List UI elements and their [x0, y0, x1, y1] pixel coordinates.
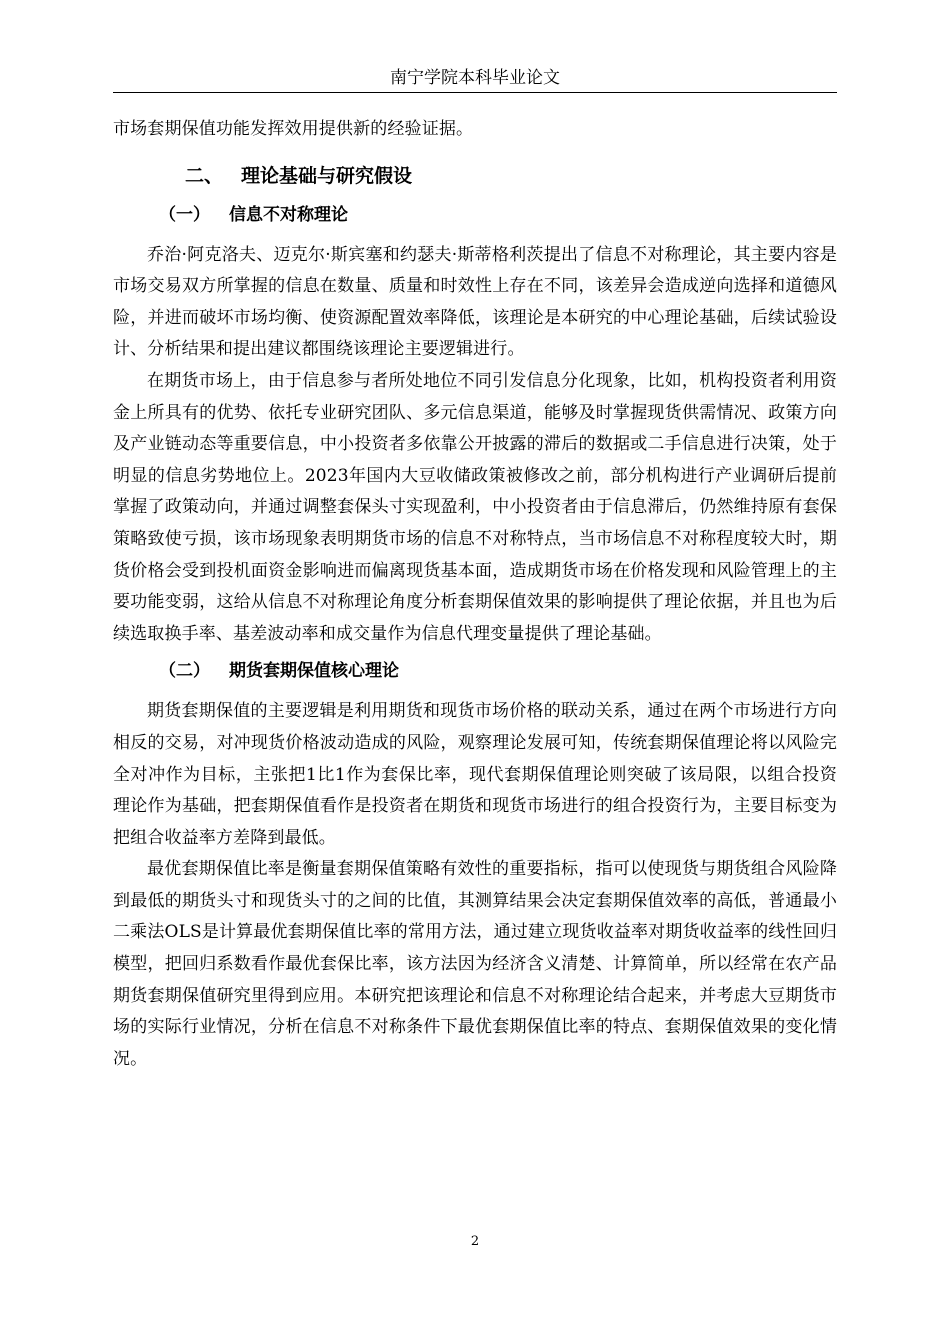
body-paragraph: 期货套期保值的主要逻辑是利用期货和现货市场价格的联动关系，通过在两个市场进行方向相反的交易，对冲现货价格波动造成的风险，观察理论发展可知，传统套期保值理论将以风险完全对冲作为目标，主张把1比1作为套保比率，现代套期保值理论则突破了该局限，以组合投资理论作为基础，把套期保值看作是投资者在期货和现货市场进行的组合投资行为，主要目标变为把组合收益率方差降到最低。: [113, 701, 837, 848]
body-paragraph: 乔治·阿克洛夫、迈克尔·斯宾塞和约瑟夫·斯蒂格利茨提出了信息不对称理论，其主要内容是市场交易双方所掌握的信息在数量、质量和时效性上存在不同，该差异会造成逆向选择和道德风险，并进而破坏市场均衡、使资源配置效率降低，该理论是本研究的中心理论基础，后续试验设计、分析结果和提出建议都围绕该理论主要逻辑进行。: [113, 244, 837, 360]
subsection-title-2: 期货套期保值核心理论: [229, 661, 399, 682]
page-header: [113, 64, 837, 93]
body-paragraph: 在期货市场上，由于信息参与者所处地位不同引发信息分化现象，比如，机构投资者利用资金上所具有的优势、依托专业研究团队、多元信息渠道，能够及时掌握现货供需情况、政策方向及产业链动态等重要信息，中小投资者多依靠公开披露的滞后的数据或二手信息进行决策，处于明显的信息劣势地位上。2023年国内大豆收储政策被修改之前，部分机构进行产业调研后提前掌握了政策动向，并通过调整套保头寸实现盈利，中小投资者由于信息滞后，仍然维持原有套保策略致使亏损，该市场现象表明期货市场的信息不对称特点，当市场信息不对称程度较大时，期货价格会受到投机面资金影响进而偏离现货基本面，造成期货市场在价格发现和风险管理上的主要功能变弱，这给从信息不对称理论角度分析套期保值效果的影响提供了理论依据，并且也为后续选取换手率、基差波动率和成交量作为信息代理变量提供了理论基础。: [113, 370, 837, 644]
thesis-header-title: 南宁学院本科毕业论文: [390, 68, 560, 88]
section-number: 二、: [185, 164, 224, 187]
body-paragraph: 最优套期保值比率是衡量套期保值策略有效性的重要指标，指可以使现货与期货组合风险降到最低的期货头寸和现货头寸的之间的比值，其测算结果会决定套期保值效率的高低，普通最小二乘法OLS是计算最优套期保值比率的常用方法，通过建立现货收益率对期货收益率的线性回归模型，把回归系数看作最优套保比率，该方法因为经济含义清楚、计算简单，所以经常在农产品期货套期保值研究里得到应用。本研究把该理论和信息不对称理论结合起来，并考虑大豆期货市场的实际行业情况，分析在信息不对称条件下最优套期保值比率的特点、套期保值效果的变化情况。: [113, 859, 837, 1069]
subsection-number-2: （二）: [159, 661, 210, 682]
page-body: [113, 114, 837, 1075]
section-heading: [113, 158, 837, 194]
subsection-number-1: （一）: [159, 204, 210, 225]
subsection-title-1: 信息不对称理论: [229, 204, 348, 225]
subsection-heading-1: [113, 198, 837, 232]
page-number: 2: [470, 1234, 480, 1249]
subsection-heading-2: [113, 654, 837, 688]
section-title: 理论基础与研究假设: [241, 164, 413, 187]
continuation-paragraph: 市场套期保值功能发挥效用提供新的经验证据。: [113, 119, 474, 139]
